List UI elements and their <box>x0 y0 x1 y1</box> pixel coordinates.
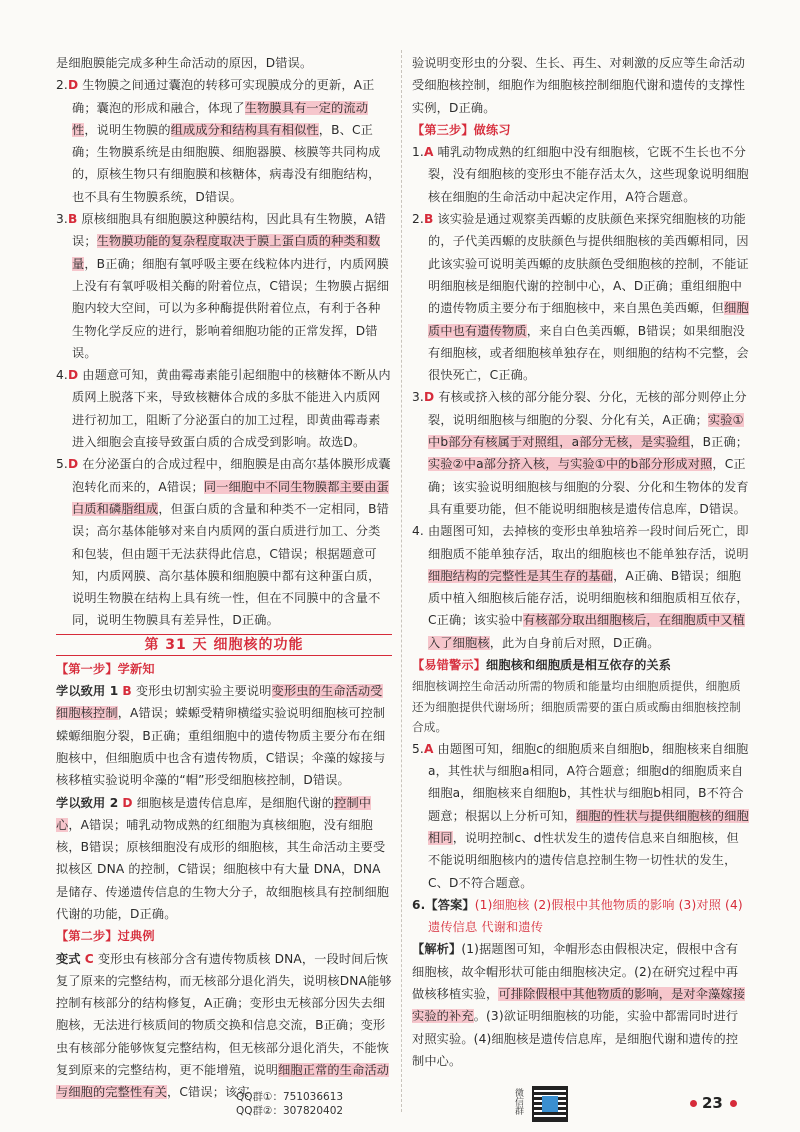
warning-heading: 【易错警示】细胞核和细胞质是相互依存的关系 <box>412 658 672 673</box>
exercise-entry-2: 2.B 该实验是通过观察美西螈的皮肤颜色来探究细胞核的功能的，子代美西螈的皮肤颜色与提供细胞核的美西螈相同，因此该实验可说明美西螈的皮肤颜色受细胞核的控制，不能证明细胞核是细胞代谢的控制中心，A、D正确；重组细胞中的遗传物质主要分布于细胞核中，来自黑色美西螈，但细胞质中也有遗传物质，来自白色美西螈，B错误；如果细胞没有细胞核，或者细胞核单独存在，则细胞的结构不完整，会很快死亡，C正确。 <box>412 212 749 383</box>
answer-entry-4: 4.D 由题意可知，黄曲霉毒素能引起细胞中的核糖体不断从内质网上脱落下来，导致核糖体合成的多肽不能进入内质网进行初加工，阻断了分泌蛋白的加工过程，即黄曲霉毒素进入细胞会直接导致蛋白质的合成受到影响。故选D。 <box>56 368 391 450</box>
paragraph: 验说明变形虫的分裂、生长、再生、对刺激的反应等生命活动受细胞核控制，细胞作为细胞核控制细胞代谢和遗传的支撑性实例，D正确。 <box>412 56 746 115</box>
variant-entry: 变式 C 变形虫有核部分含有遗传物质核 DNA，一段时间后恢复了原来的完整结构，而无核部分退化消失，说明核DNA能够控制有核部分的结构修复，A正确；变形虫无核部分因失去细胞核，无法进行核质间的物质交换和信息交流，B正确；变形虫有核部分能够恢复完整结构，但无核部分退化消失，不能恢复到原来的完整结构，更不能增殖，说明细胞正常的生命活动与细胞的完整性有关，C错误；该实 <box>56 951 392 1100</box>
exercise-entry-1: 1.A 哺乳动物成熟的红细胞中没有细胞核，它既不生长也不分裂，没有细胞核的变形虫不能存活太久，这些现象说明细胞核在细胞的生命活动中起决定作用，A符合题意。 <box>412 145 749 204</box>
wechat-label: 微信群 <box>513 1088 523 1115</box>
step-heading: 【第一步】学新知 <box>56 661 155 676</box>
analysis-paragraph: 【解析】(1)据题图可知，伞帽形态由假根决定，假根中含有细胞核，故伞帽形状可能由细胞核决定。(2)在研究过程中再做核移植实验，可排除假根中其他物质的影响，是对伞藻嫁接实验的补充。(3)欲证明细胞核的功能，实验中都需同时进行对照实验。(4)细胞核是遗传信息库，是细胞代谢和遗传的控制中心。 <box>412 942 746 1068</box>
answer-entry-2: 2.D 生物膜之间通过囊泡的转移可实现膜成分的更新，A正确；囊泡的形成和融合，体现了生物膜具有一定的流动性，说明生物膜的组成成分和结构具有相似性，B、C正确；生物膜系统是由细胞膜、细胞器膜、核膜等共同构成的，原核生物只有细胞膜和核糖体，病毒没有细胞结构，也不具有生物膜系统，D错误。 <box>56 78 381 204</box>
right-column <box>412 52 750 1072</box>
paragraph: 是细胞膜能完成多种生命活动的原因，D错误。 <box>56 56 313 70</box>
exercise-entry-5: 5.A 由题图可知，细胞c的细胞质来自细胞b，细胞核来自细胞a，其性状与细胞a相同，A符合题意；细胞d的细胞质来自细胞a，细胞核来自细胞b，其性状与细胞b相同，B不符合题意；根据以上分析可知，细胞的性状与提供细胞核的细胞相同，说明控制c、d性状发生的遗传信息来自细胞核，但不能说明细胞核内的遗传信息控制生物一切性状的发生，C、D不符合题意。 <box>412 741 749 890</box>
page-number: 23 <box>702 1094 723 1112</box>
left-column <box>56 52 392 1104</box>
practice-entry-1: 学以致用 1 B 变形虫切割实验主要说明变形虫的生命活动受细胞核控制，A错误；蝾螈受精卵横缢实验说明细胞核可控制蝾螈细胞分裂，B正确；重组细胞中的遗传物质主要分布在细胞核中，但细胞质中也含有遗传物质，C错误；伞藻的嫁接与核移植实验说明伞藻的“帽”形受细胞核控制，D错误。 <box>56 684 386 788</box>
step-heading: 【第二步】过典例 <box>56 929 155 944</box>
answer-entry-5: 5.D 在分泌蛋白的合成过程中，细胞膜是由高尔基体膜形成囊泡转化而来的，A错误；同一细胞中不同生物膜都主要由蛋白质和磷脂组成，但蛋白质的含量和种类不一定相同，B错误；高尔基体能够对来自内质网的蛋白质进行加工、分类和包装，但由题干无法获得此信息，C错误；根据题意可知，内质网膜、高尔基体膜和细胞膜中都有这种蛋白质，说明生物膜在结构上具有统一性，但在不同膜中的含量不同，说明生物膜具有差异性，D正确。 <box>56 457 391 628</box>
page-dot-left <box>690 1100 697 1107</box>
step-heading: 【第三步】做练习 <box>412 122 511 137</box>
qr-code-icon <box>532 1086 568 1122</box>
practice-entry-2: 学以致用 2 D 细胞核是遗传信息库，是细胞代谢的控制中心，A错误；哺乳动物成熟的红细胞为真核细胞，没有细胞核，B错误；原核细胞没有成形的细胞核，其生命活动主要受拟核区 DNA 的控制，C错误；细胞核中有大量 DNA，DNA是储存、传递遗传信息的生物大分子，故细胞核具有控制细胞代谢的功能，D正确。 <box>56 795 390 921</box>
answer-entry-3: 3.B 原核细胞具有细胞膜这种膜结构，因此具有生物膜，A错误；生物膜功能的复杂程度取决于膜上蛋白质的种类和数量，B正确；细胞有氧呼吸主要在线粒体内进行，内质网膜上没有有氧呼吸相关酶的附着位点，C错误；生物膜占据细胞内较大空间，可以为多种酶提供附着位点，有利于各种生物化学反应的进行，影响着细胞功能的正常发挥，D错误。 <box>56 212 390 360</box>
exercise-entry-3: 3.D 有核或挤入核的部分能分裂、分化，无核的部分则停止分裂，说明细胞核与细胞的分裂、分化有关，A正确；实验①中b部分有核属于对照组，a部分无核，是实验组，B正确；实验②中a部分挤入核，与实验①中的b部分形成对照，C正确；该实验说明细胞核与细胞的分裂、分化和生物体的发育具有重要功能，但不能说明细胞核是遗传信息库，D错误。 <box>412 390 749 516</box>
page-dot-right <box>730 1100 737 1107</box>
qq-group-1: QQ群①：751036613 <box>236 1091 344 1103</box>
section-title: 第 31 天 细胞核的功能 <box>56 634 392 656</box>
exercise-entry-6: 6.【答案】(1)细胞核 (2)假根中其他物质的影响 (3)对照 (4)遗传信息 代谢和遗传 <box>412 897 743 935</box>
exercise-entry-4: 4. 由题图可知，去掉核的变形虫单独培养一段时间后死亡，即细胞质不能单独存活，取出的细胞核也不能单独存活，说明细胞结构的完整性是其生存的基础，A正确、B错误；细胞质中植入细胞核后能存活，说明细胞核和细胞质相互依存，C正确；该实验中有核部分取出细胞核后，在细胞质中又植入了细胞核，此为自身前后对照，D正确。 <box>412 524 749 650</box>
column-divider <box>401 50 402 1112</box>
qq-group-2: QQ群②：307820402 <box>236 1105 344 1117</box>
warning-body: 细胞核调控生命活动所需的物质和能量均由细胞质提供，细胞质还为细胞提供代谢场所；细胞质需要的蛋白质或酶由细胞核控制合成。 <box>412 679 741 735</box>
qq-groups <box>236 1090 343 1118</box>
